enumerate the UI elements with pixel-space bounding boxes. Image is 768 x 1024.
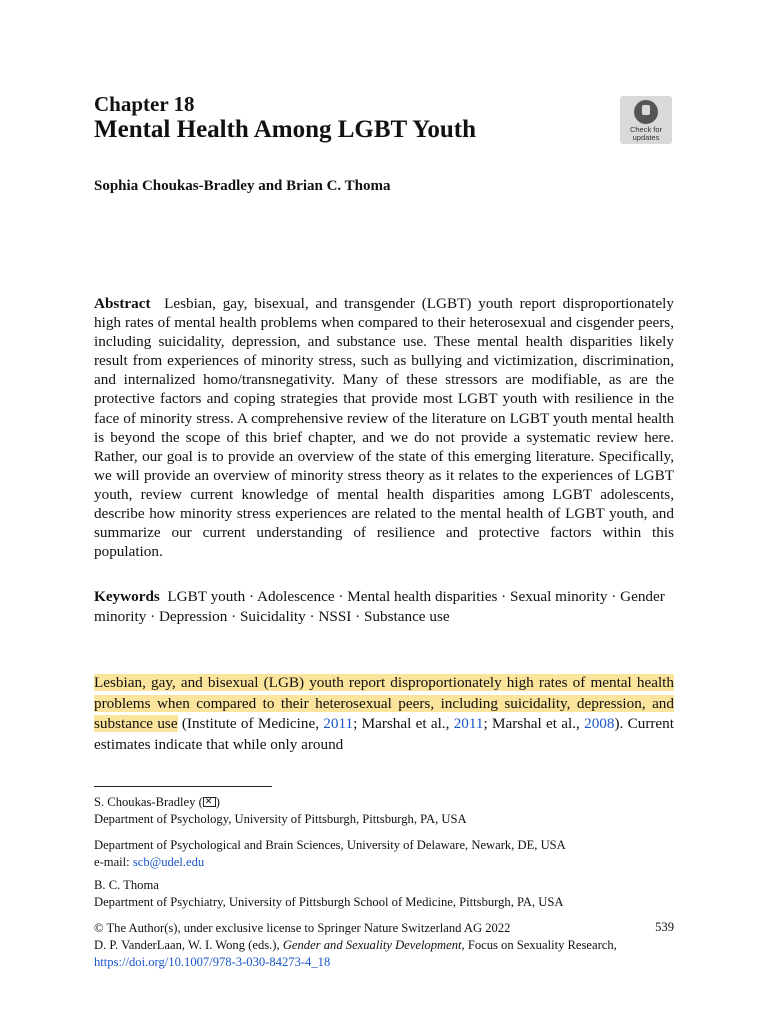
book-info-line: D. P. VanderLaan, W. I. Wong (eds.), Gender and Sexuality Development, Focus on Sexuality Research, https://doi.org/10.1007/978-3-030-84273-4_18 — [94, 938, 617, 969]
author2-name: B. C. Thoma — [94, 878, 159, 892]
author2-dept: Department of Psychiatry, University of Pittsburgh School of Medicine, Pittsburgh, PA, USA — [94, 895, 564, 909]
badge-line2: updates — [632, 133, 660, 142]
body-part3: ; Marshal et al., — [483, 715, 585, 732]
author1-dept2: Department of Psychological and Brain Sciences, University of Delaware, Newark, DE, USA — [94, 838, 566, 852]
keywords — [94, 587, 674, 626]
body-part2: ; Marshal et al., — [353, 715, 454, 732]
authors: Sophia Choukas-Bradley and Brian C. Thoma — [94, 178, 391, 194]
copyright-line: © The Author(s), under exclusive license to Springer Nature Switzerland AG 2022 — [94, 921, 511, 935]
book-title: Gender and Sexuality Development — [282, 938, 462, 952]
doi-link[interactable]: https://doi.org/10.1007/978-3-030-84273-4_18 — [94, 955, 331, 969]
body-paragraph — [94, 673, 674, 755]
citation-link-2[interactable]: 2011 — [453, 715, 484, 732]
abstract-label: Abstract — [94, 295, 151, 312]
citation-link-1[interactable]: 2011 — [323, 715, 354, 732]
body-part1: (Institute of Medicine, — [177, 715, 324, 732]
badge-line1: Check for — [629, 125, 663, 134]
author1-name: S. Choukas-Bradley (✕ ) — [94, 794, 674, 811]
check-for-updates-badge[interactable] — [620, 96, 672, 144]
author1-email-line: e-mail: scb@udel.edu — [94, 855, 205, 869]
chapter-number: Chapter 18 — [94, 92, 195, 116]
bookmark-icon — [634, 100, 658, 124]
highlighted-text[interactable]: Lesbian, gay, and bisexual (LGB) youth report disproportionately high rates of mental health problems when compared to their heterosexual peers, including suicidality, depression, and substance use — [94, 674, 674, 732]
keywords-label: Keywords — [94, 588, 160, 605]
page-number: 539 — [655, 920, 674, 934]
email-link[interactable]: scb@udel.edu — [132, 855, 205, 869]
chapter-title: Mental Health Among LGBT Youth — [94, 116, 476, 143]
body-part4: ). Current estimates indicate that while only around — [94, 715, 674, 753]
abstract-text: Lesbian, gay, bisexual, and transgender (LGBT) youth report disproportionately high rates of mental health problems when compared to their heterosexual and cisgender peers, including suicidality, depression, and substance use. These mental health disparities likely result from experiences of minority stress, such as bullying and victimization, discrimination, and internalized homo/transnegativity. Many of these stressors are modifiable, as are the protective factors and coping strategies that provide most LGBT youth with resilience in the face of minority stress. A comprehensive review of the literature on LGBT youth mental health is beyond the scope of this brief chapter, and we do not provide a systematic review here. Rather, our goal is to provide an overview of the state of this emerging literature. Specifically, we will provide an overview of minority stress theory as it relates to the experiences of LGBT youth, review current knowledge of mental health disparities among LGBT adolescents, describe how minority stress experiences are related to the mental health of LGBT youth, and summarize our current understanding of resilience and protective factors within this population. — [94, 295, 674, 561]
author1-dept1: Department of Psychology, University of Pittsburgh, Pittsburgh, PA, USA — [94, 812, 467, 826]
copyright-block — [94, 920, 674, 971]
envelope-icon[interactable] — [203, 797, 216, 807]
citation-link-3[interactable]: 2008 — [584, 715, 615, 732]
abstract — [94, 294, 674, 561]
keywords-text: LGBT youth · Adolescence · Mental health disparities · Sexual minority · Gender minority · Depression · Suicidality · NSSI · Substance use — [94, 588, 665, 625]
footnote-divider — [94, 786, 272, 787]
